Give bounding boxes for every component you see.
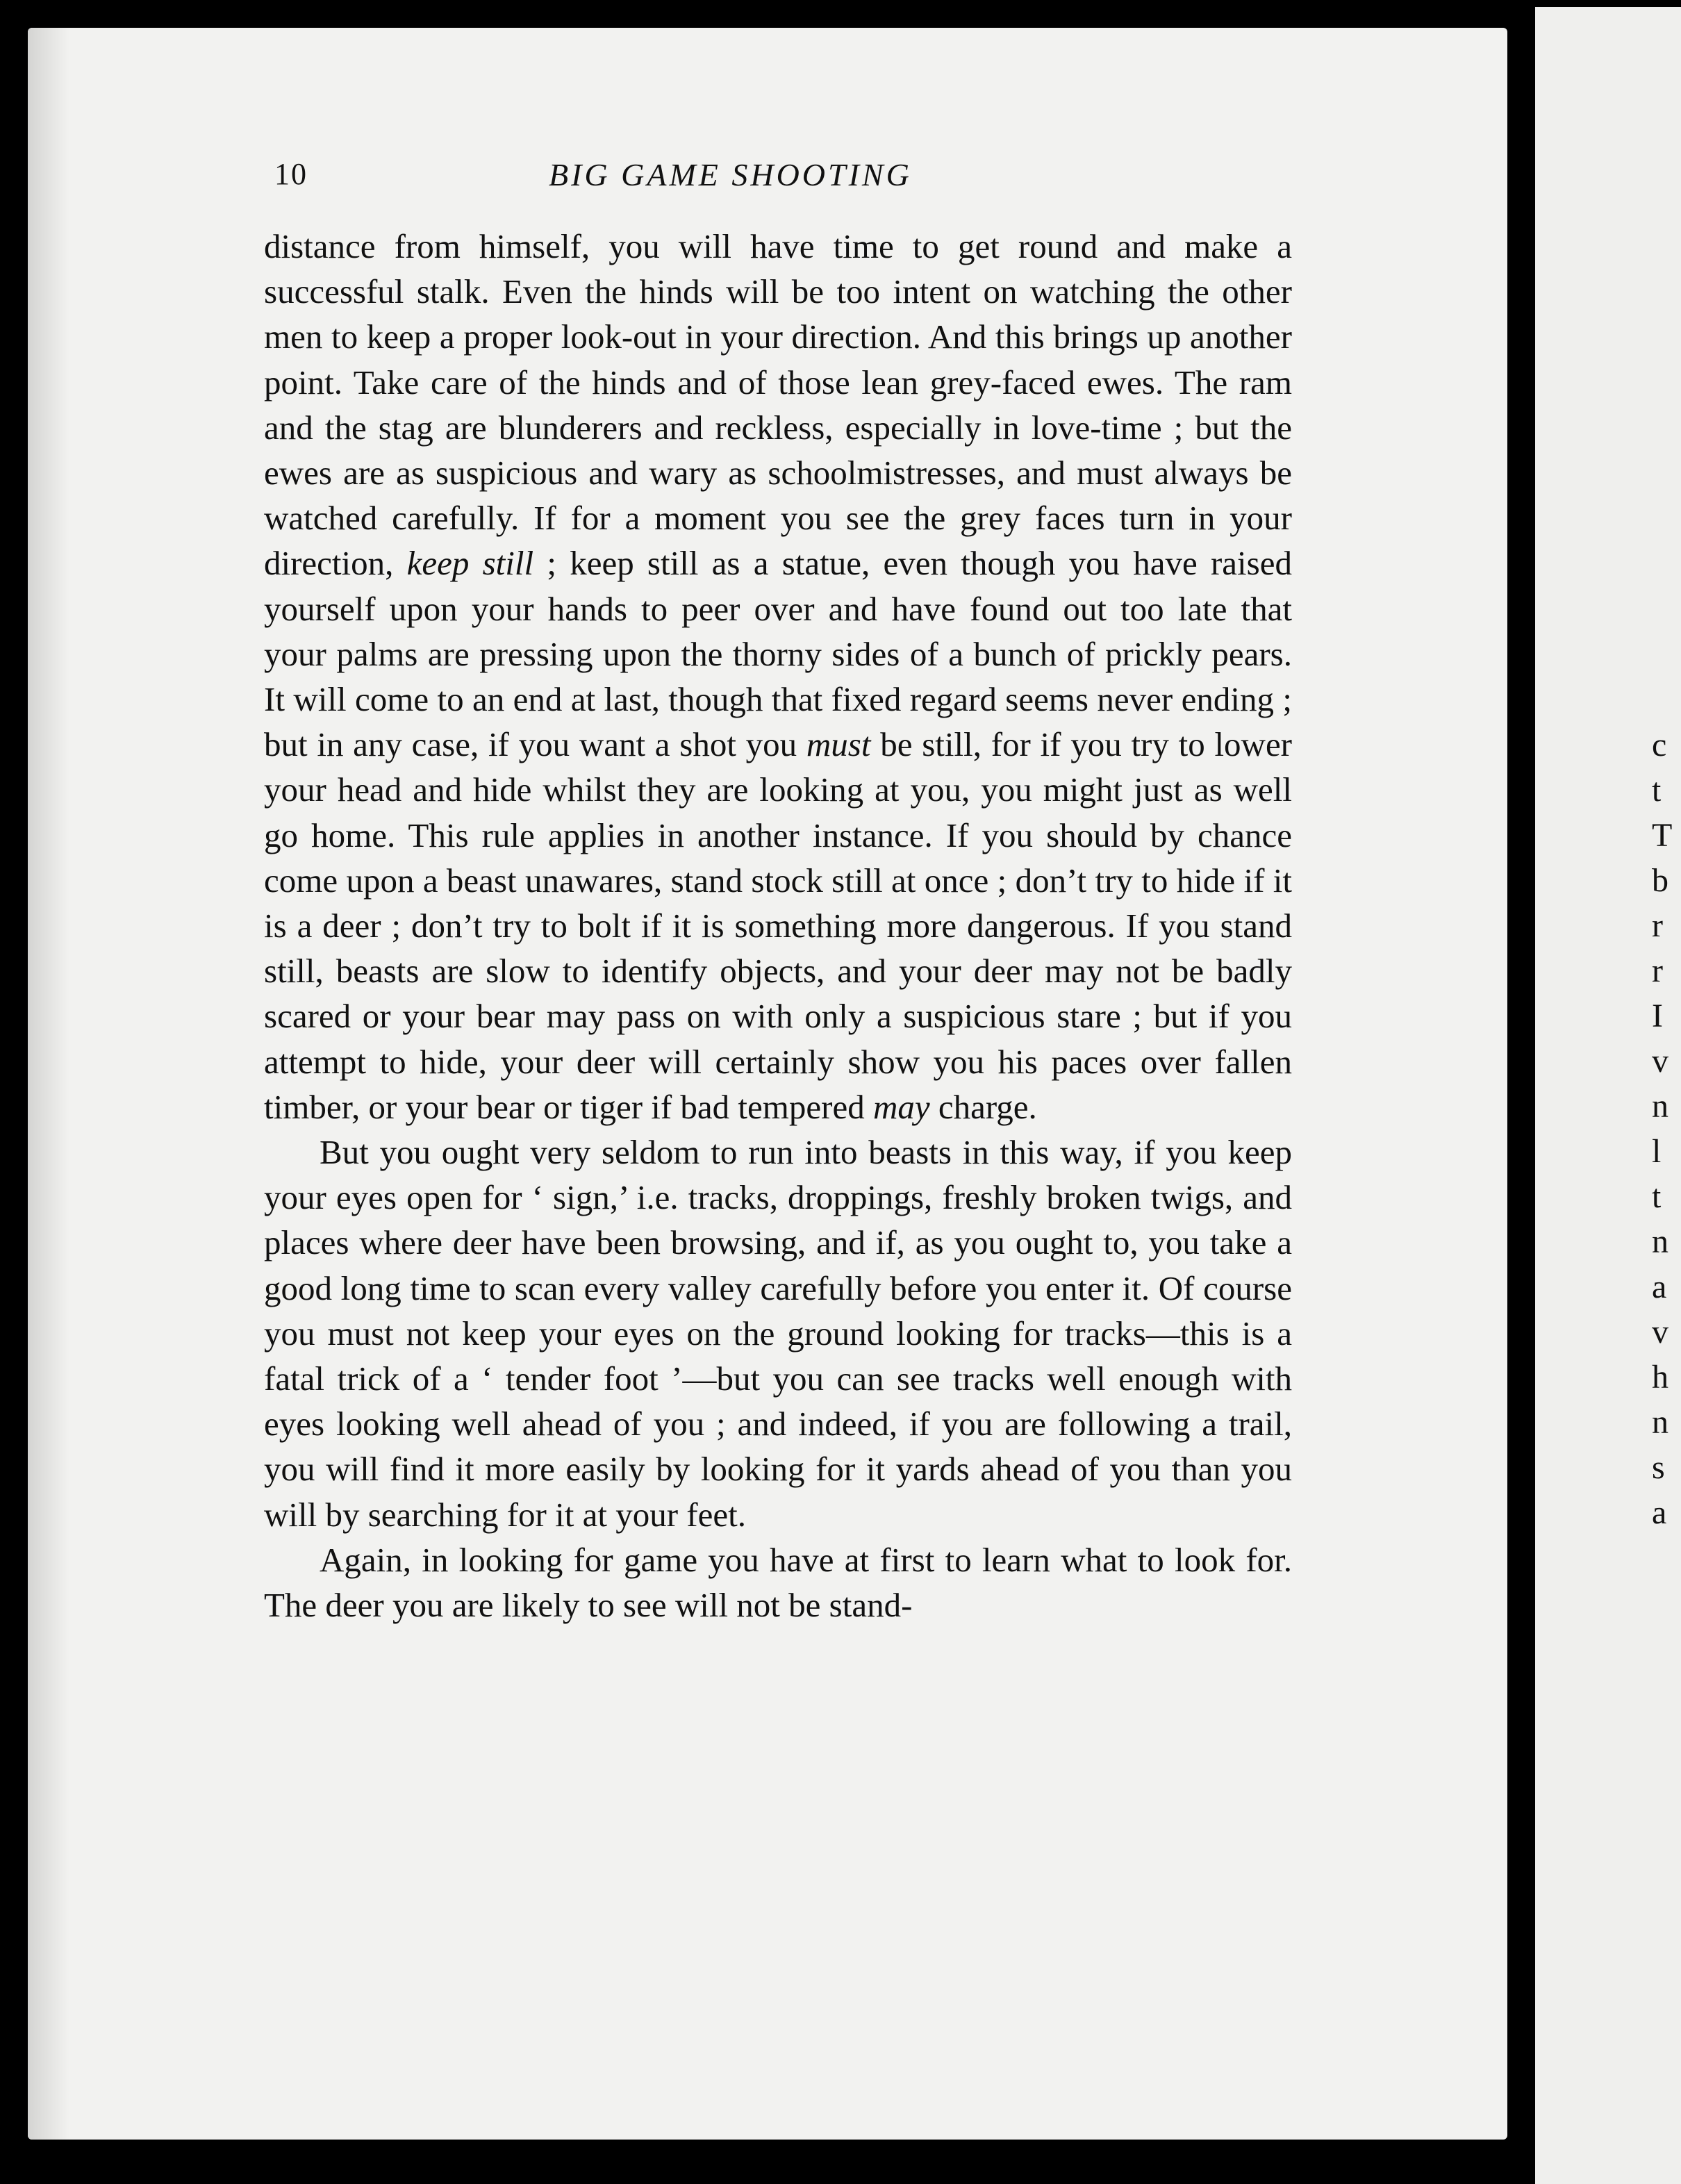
adjacent-letter: T	[1652, 817, 1673, 854]
adjacent-letter: r	[1652, 907, 1663, 944]
adjacent-letter: a	[1652, 1494, 1667, 1531]
paragraph-1-text-c: be still, for if you try to lower your head and hide whilst they are looking at you, you might just as well go home. This rule applies in another instance. If you should by chance come upon a beast unawares, stand stock still at once ; don’t try to hide if it is a deer ; don’t try to bolt if it is something more dangerous. If you stand still, beasts are slow to identify objects, and your deer may not be badly scared or your bear may pass on with only a suspicious stare ; but if you attempt to hide, your deer will certainly show you his paces over fallen timber, or your bear or tiger if bad tempered	[264, 725, 1293, 1126]
adjacent-letter: t	[1652, 1178, 1662, 1215]
emphasis-must: must	[806, 725, 871, 764]
paragraph-2: But you ought very seldom to run into beasts in this way, if you keep your eyes open for ‘ sign,’ i.e. tracks, droppings, freshly broken twigs, and places where deer have been browsing, and if, as you ought to, you take a good long time to scan every valley carefully before you enter it. Of course you must not keep your eyes on the ground looking for tracks—this is a fatal trick of a ‘ tender foot ’—but you can see tracks well enough with eyes looking well ahead of you ; and indeed, if you are following a trail, you will find it more easily by looking for it yards ahead of you than you will by searching for it at your feet.	[264, 1133, 1292, 1534]
adjacent-letter: I	[1652, 998, 1663, 1034]
paragraph-3: Again, in looking for game you have at first to learn what to look for. The deer you are likely to see will not be stand-	[264, 1540, 1292, 1625]
adjacent-letter: s	[1652, 1449, 1665, 1486]
adjacent-letter: c	[1652, 727, 1667, 763]
adjacent-letter: n	[1652, 1404, 1668, 1441]
adjacent-letter: l	[1652, 1133, 1662, 1170]
adjacent-letter: t	[1652, 772, 1662, 809]
adjacent-letter: n	[1652, 1088, 1668, 1125]
page-number: 10	[274, 157, 308, 191]
running-head	[274, 156, 1365, 198]
adjacent-letter: h	[1652, 1359, 1668, 1396]
adjacent-letter: v	[1652, 1043, 1668, 1079]
emphasis-keep-still: keep still	[406, 544, 534, 583]
adjacent-letter: a	[1652, 1268, 1667, 1305]
adjacent-letter: b	[1652, 862, 1668, 899]
adjacent-letter: v	[1652, 1314, 1668, 1350]
paragraph-1	[264, 224, 1292, 1130]
body-text	[264, 224, 1292, 1628]
running-title: BIG GAME SHOOTING	[549, 157, 912, 192]
adjacent-letter: n	[1652, 1223, 1668, 1260]
paragraph-1-text-a: distance from himself, you will have time to get round and make a successful stalk. Even the hinds will be too intent on watching the other men to keep a proper look-out in your direction. And this brings up another point. Take care of the hinds and of those lean grey-faced ewes. The ram and the stag are blunderers and reckless, especially in love-time ; but the ewes are as suspicious and wary as schoolmistresses, and must always be watched carefully. If for a moment you see the grey faces turn in your direction,	[264, 227, 1292, 583]
emphasis-may: may	[872, 1087, 930, 1126]
adjacent-page-letters	[1652, 722, 1680, 1535]
paragraph-1-text-b: ; keep still as a statue, even though you have raised yourself upon your hands to peer over and have found out too late that your palms are pressing upon the thorny sides of a bunch of prickly pears. It will come to an end at last, though that fixed regard seems never ending ; but in any case, if you want a shot you	[264, 544, 1292, 764]
adjacent-letter: r	[1652, 952, 1663, 989]
paragraph-1-text-d: charge.	[929, 1087, 1037, 1126]
